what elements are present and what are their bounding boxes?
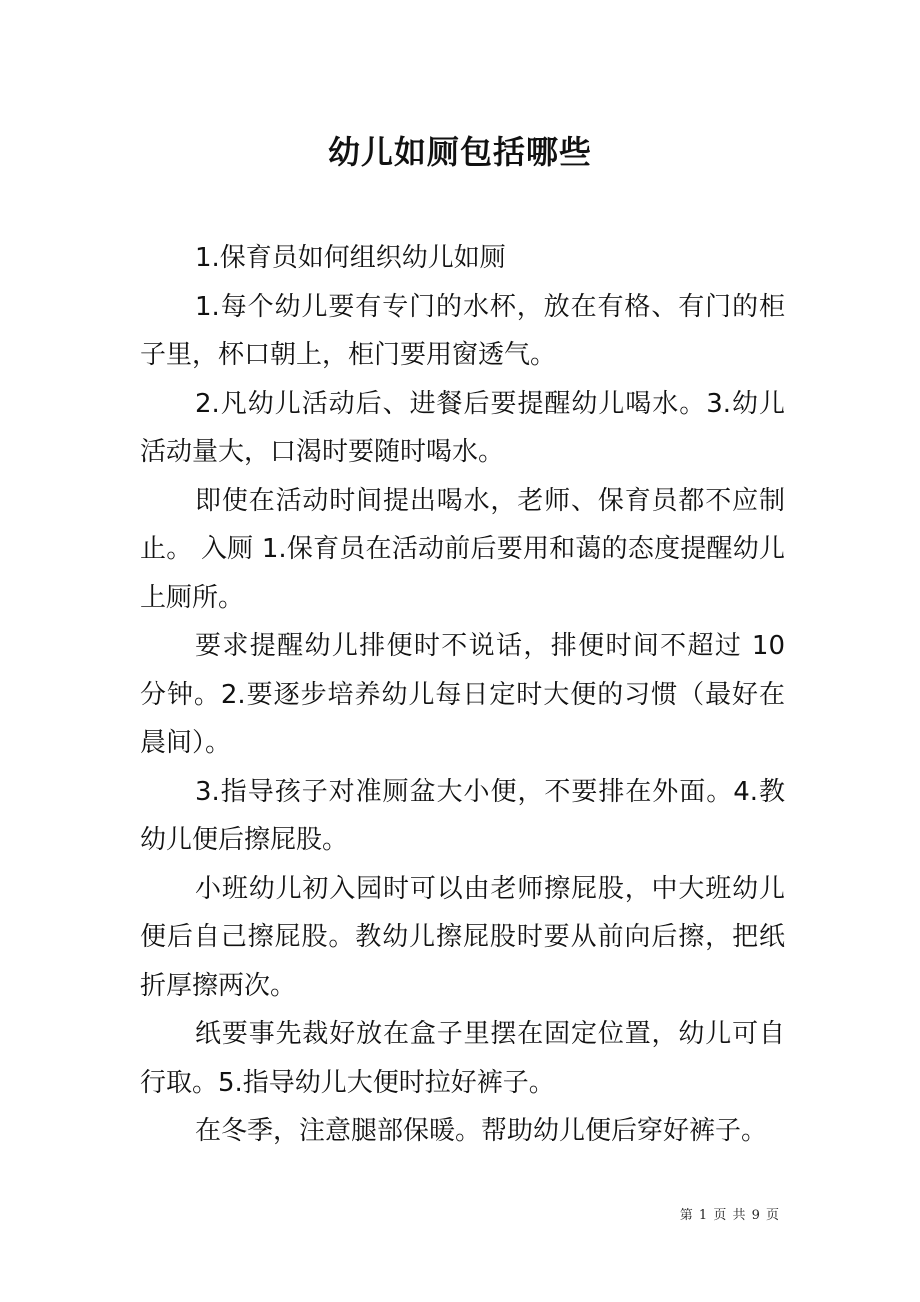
paragraph: 3.指导孩子对准厕盆大小便，不要排在外面。4.教幼儿便后擦屁股。 [140, 776, 785, 855]
page-number: 第 1 页 共 9 页 [679, 1208, 780, 1223]
paragraph: 1.保育员如何组织幼儿如厕 [195, 243, 506, 273]
paragraph: 小班幼儿初入园时可以由老师擦屁股，中大班幼儿便后自己擦屁股。教幼儿擦屁股时要从前向后擦，把纸折厚擦两次。 [140, 873, 785, 1001]
paragraph: 在冬季，注意腿部保暖。帮助幼儿便后穿好裤子。 [195, 1116, 768, 1146]
paragraph: 纸要事先裁好放在盒子里摆在固定位置，幼儿可自行取。5.指导幼儿大便时拉好裤子。 [140, 1019, 785, 1098]
paragraph: 2.凡幼儿活动后、进餐后要提醒幼儿喝水。3.幼儿活动量大，口渴时要随时喝水。 [140, 388, 785, 467]
document-title: 幼儿如厕包括哪些 [327, 133, 592, 171]
paragraph: 即使在活动时间提出喝水，老师、保育员都不应制止。 入厕 1.保育员在活动前后要用和蔼的态度提醒幼儿上厕所。 [140, 485, 785, 613]
paragraph: 1.每个幼儿要有专门的水杯，放在有格、有门的柜子里，杯口朝上，柜门要用窗透气。 [140, 291, 785, 370]
paragraph: 要求提醒幼儿排便时不说话，排便时间不超过 10 分钟。2.要逐步培养幼儿每日定时大便的习惯（最好在晨间）。 [140, 631, 785, 758]
document-body [140, 234, 785, 1156]
